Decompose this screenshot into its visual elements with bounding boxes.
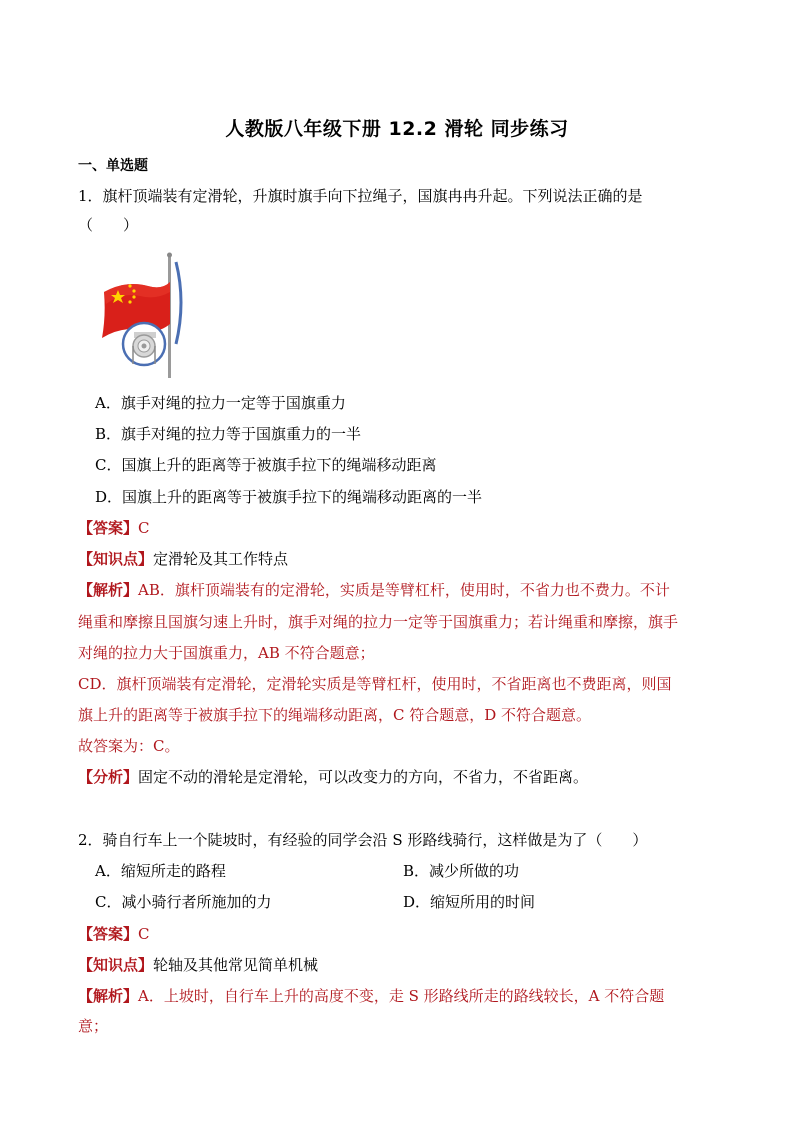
- q1-knowledge-point: [78, 549, 288, 569]
- answer-tag: 【答案】: [78, 519, 139, 537]
- analysis-text: A．上坡时，自行车上升的高度不变，走 S 形路线所走的路线较长，A 不符合题: [138, 987, 665, 1005]
- q2-option-c: C．减小骑行者所施加的力: [95, 893, 272, 911]
- summary-text: 固定不动的滑轮是定滑轮，可以改变力的方向，不省力，不省距离。: [138, 768, 589, 786]
- q1-option-d: D．国旗上升的距离等于被旗手拉下的绳端移动距离的一半: [95, 488, 483, 506]
- q1-option-b: B．旗手对绳的拉力等于国旗重力的一半: [95, 425, 362, 443]
- q2-answer: [78, 924, 150, 944]
- q1-option-c: C．国旗上升的距离等于被旗手拉下的绳端移动距离: [95, 456, 437, 474]
- analysis-tag: 【解析】: [78, 581, 139, 599]
- q1-analysis-line3: 对绳的拉力大于国旗重力，AB 不符合题意；: [78, 644, 375, 662]
- page-title: 人教版八年级下册 12.2 滑轮 同步练习: [225, 118, 569, 140]
- kp-tag: 【知识点】: [78, 956, 154, 974]
- q1-answer: [78, 518, 150, 538]
- kp-value: 轮轴及其他常见简单机械: [153, 956, 319, 974]
- answer-tag: 【答案】: [78, 925, 139, 943]
- analysis-tag: 【解析】: [78, 987, 139, 1005]
- q1-analysis-line2: 绳重和摩擦且国旗匀速上升时，旗手对绳的拉力一定等于国旗重力；若计绳重和摩擦，旗手: [78, 613, 679, 631]
- q1-conclusion: 故答案为：C。: [78, 737, 180, 755]
- q2-analysis-line1: [78, 986, 664, 1006]
- q2-knowledge-point: [78, 955, 318, 975]
- q1-summary: [78, 767, 588, 787]
- q1-stem-line1: 1．旗杆顶端装有定滑轮，升旗时旗手向下拉绳子，国旗冉冉升起。下列说法正确的是: [78, 187, 643, 205]
- q1-option-a: A．旗手对绳的拉力一定等于国旗重力: [95, 394, 346, 412]
- analysis-text: AB．旗杆顶端装有的定滑轮，实质是等臂杠杆，使用时，不省力也不费力。不计: [138, 581, 670, 599]
- q2-option-a: A．缩短所走的路程: [95, 862, 226, 880]
- kp-tag: 【知识点】: [78, 550, 154, 568]
- answer-value: C: [138, 519, 150, 537]
- q1-analysis-line1: [78, 580, 670, 600]
- q2-option-d: D．缩短所用的时间: [403, 893, 536, 911]
- section-heading: 一、单选题: [78, 158, 148, 174]
- flag-pulley-image: [96, 252, 188, 380]
- q1-analysis-line4: CD．旗杆顶端装有定滑轮，定滑轮实质是等臂杠杆，使用时，不省距离也不费距离，则国: [78, 675, 672, 693]
- summary-tag: 【分析】: [78, 768, 139, 786]
- q1-analysis-line5: 旗上升的距离等于被旗手拉下的绳端移动距离，C 符合题意，D 不符合题意。: [78, 706, 592, 724]
- kp-value: 定滑轮及其工作特点: [153, 550, 289, 568]
- answer-value: C: [138, 925, 150, 943]
- q1-stem-line2: （ ）: [78, 216, 139, 234]
- q2-analysis-line2: 意；: [78, 1017, 109, 1035]
- q2-option-b: B．减少所做的功: [403, 862, 520, 880]
- q2-stem: 2．骑自行车上一个陡坡时，有经验的同学会沿 S 形路线骑行，这样做是为了（ ）: [78, 831, 648, 849]
